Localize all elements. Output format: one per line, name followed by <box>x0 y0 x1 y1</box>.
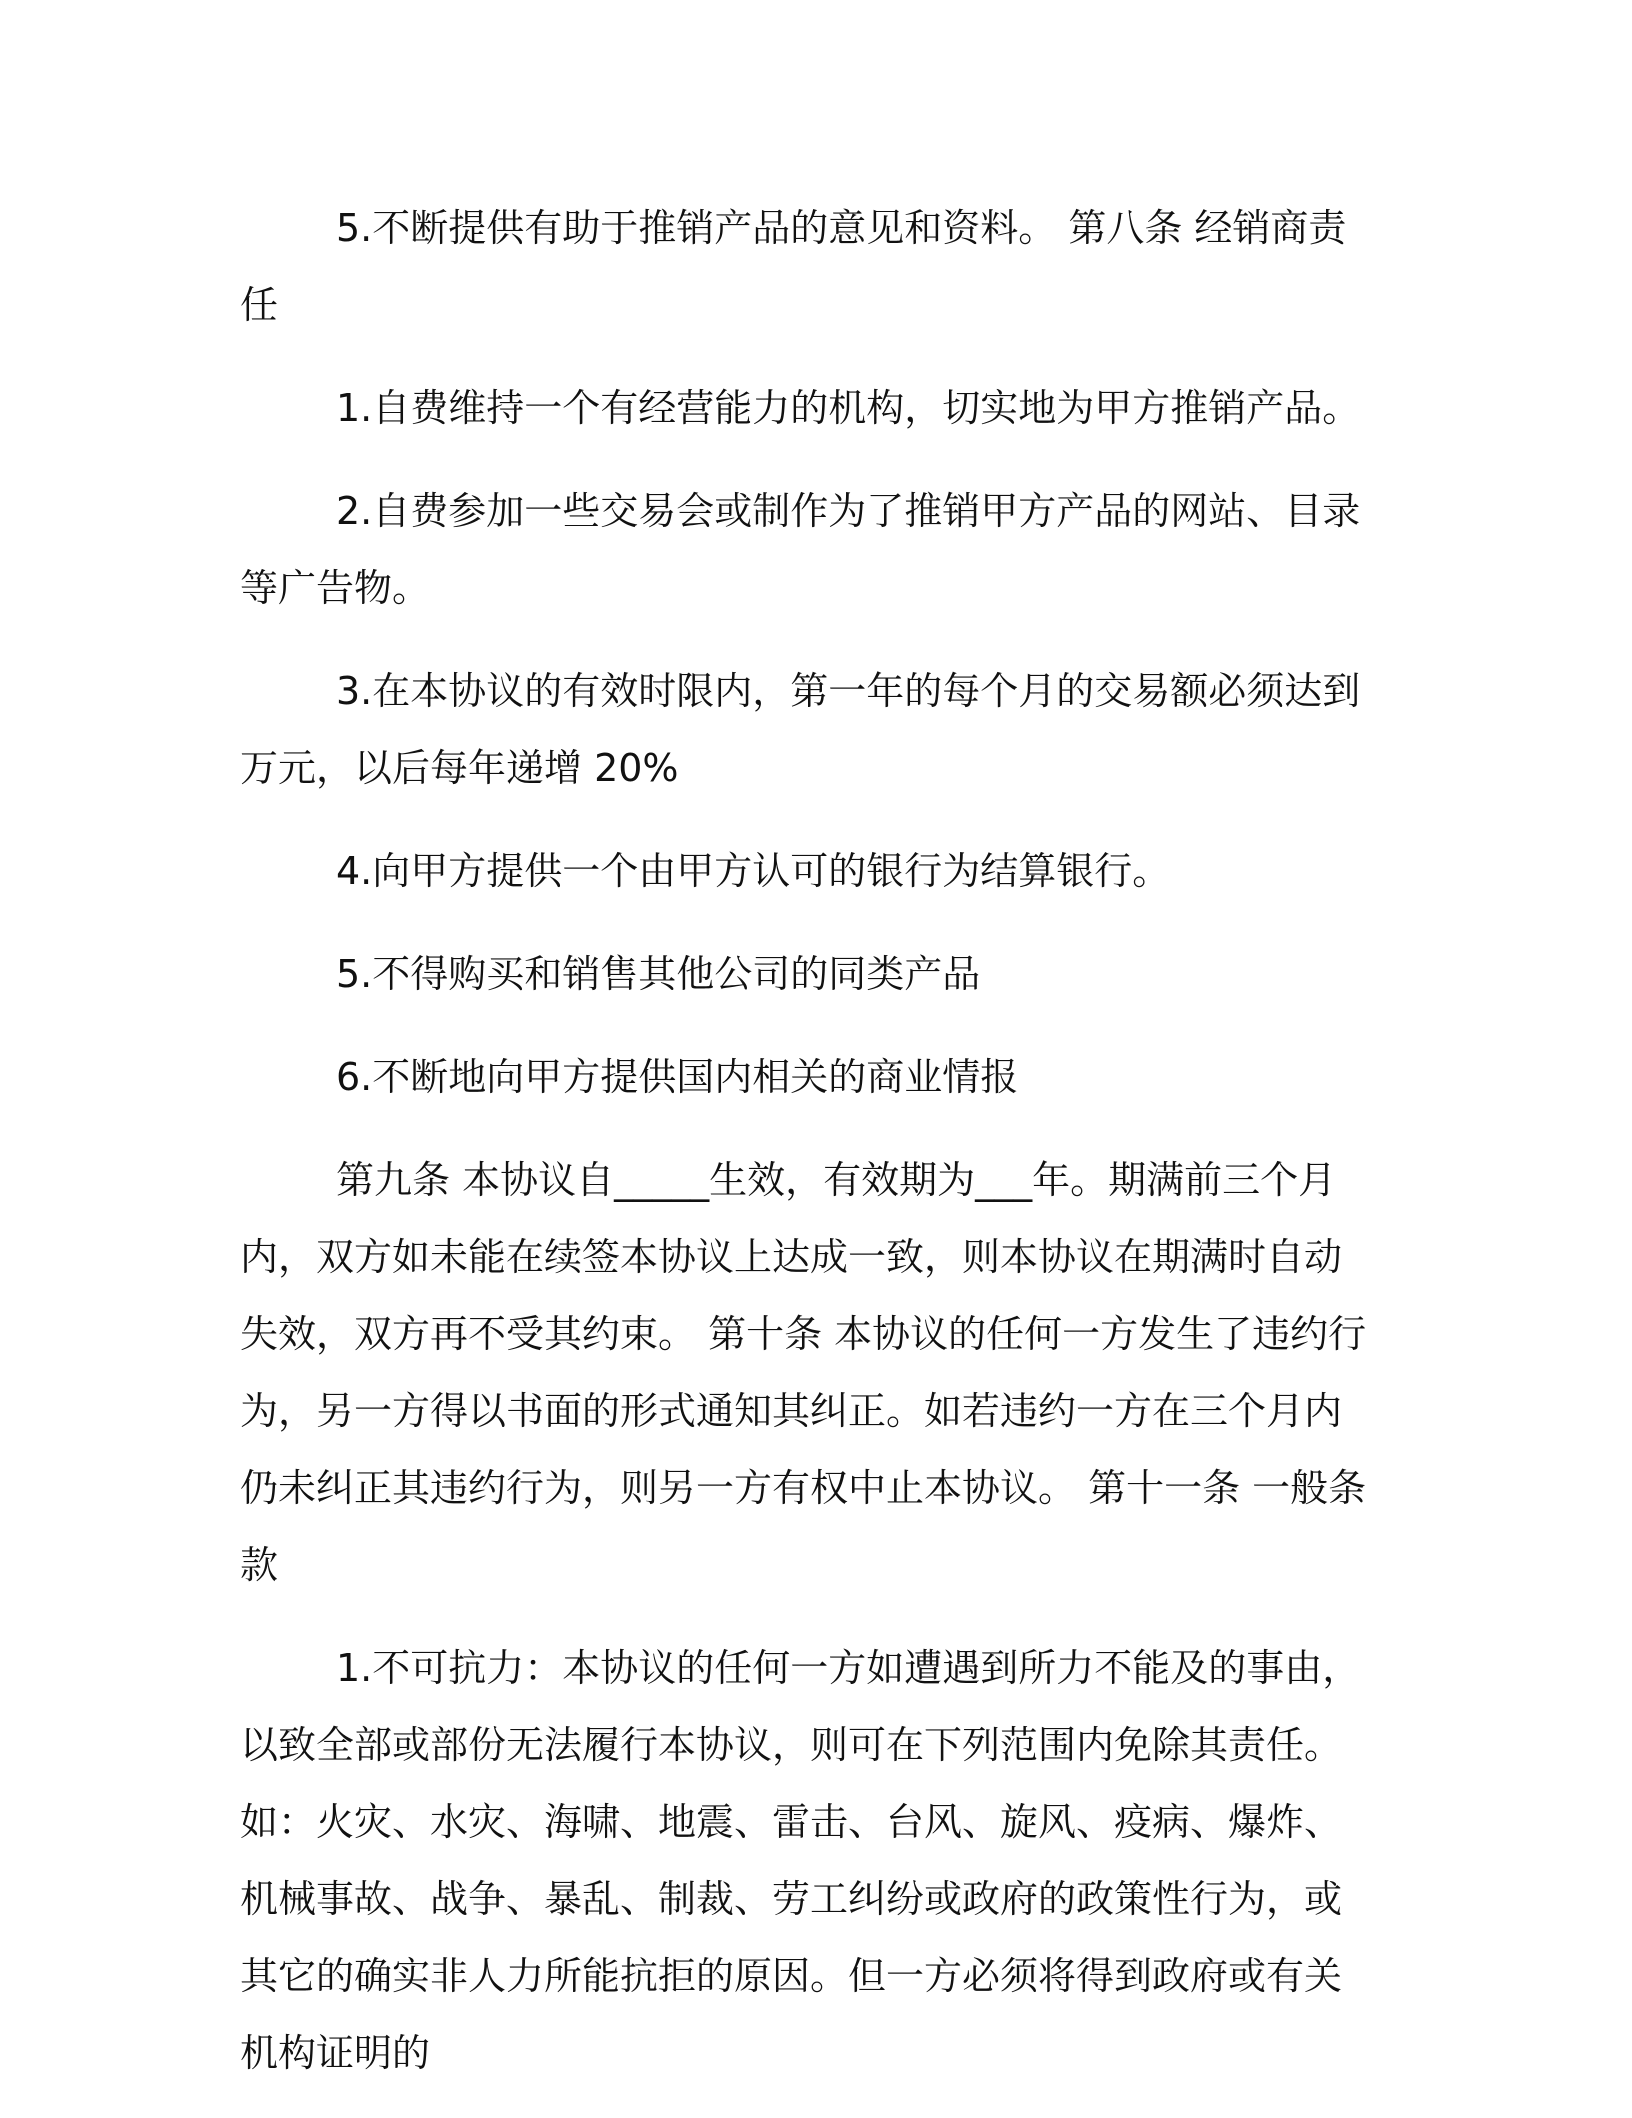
paragraph: 2.自费参加一些交易会或制作为了推销甲方产品的网站、目录等广告物。 <box>240 489 1361 610</box>
paragraph: 3.在本协议的有效时限内，第一年的每个月的交易额必须达到万元，以后每年递增 20% <box>240 669 1361 790</box>
paragraph: 1.不可抗力：本协议的任何一方如遭遇到所力不能及的事由，以致全部或部份无法履行本协议，则可在下列范围内免除其责任。如：火灾、水灾、海啸、地震、雷击、台风、旋风、疫病、爆炸、机械事故、战争、暴乱、制裁、劳工纠纷或政府的政策性行为，或其它的确实非人力所能抗拒的原因。但一方必须将得到政府或有关机构证明的 <box>240 1646 1361 2075</box>
paragraph: 6.不断地向甲方提供国内相关的商业情报 <box>336 1055 1019 1099</box>
paragraph: 第九条 本协议自_____生效，有效期为___年。期满前三个月内，双方如未能在续签本协议上达成一致，则本协议在期满时自动失效，双方再不受其约束。 第十条 本协议的任何一方发生了违约行为，另一方得以书面的形式通知其纠正。如若违约一方在三个月内仍未纠正其违约行为，则另一方有权中止本协议。 第十一条 一般条款 <box>240 1158 1367 1587</box>
paragraph: 5.不断提供有助于推销产品的意见和资料。 第八条 经销商责任 <box>240 206 1347 327</box>
paragraph: 1.自费维持一个有经营能力的机构，切实地为甲方推销产品。 <box>336 386 1361 430</box>
paragraph: 5.不得购买和销售其他公司的同类产品 <box>336 952 981 996</box>
document-body <box>240 190 1370 2118</box>
paragraph: 4.向甲方提供一个由甲方认可的银行为结算银行。 <box>336 849 1171 893</box>
